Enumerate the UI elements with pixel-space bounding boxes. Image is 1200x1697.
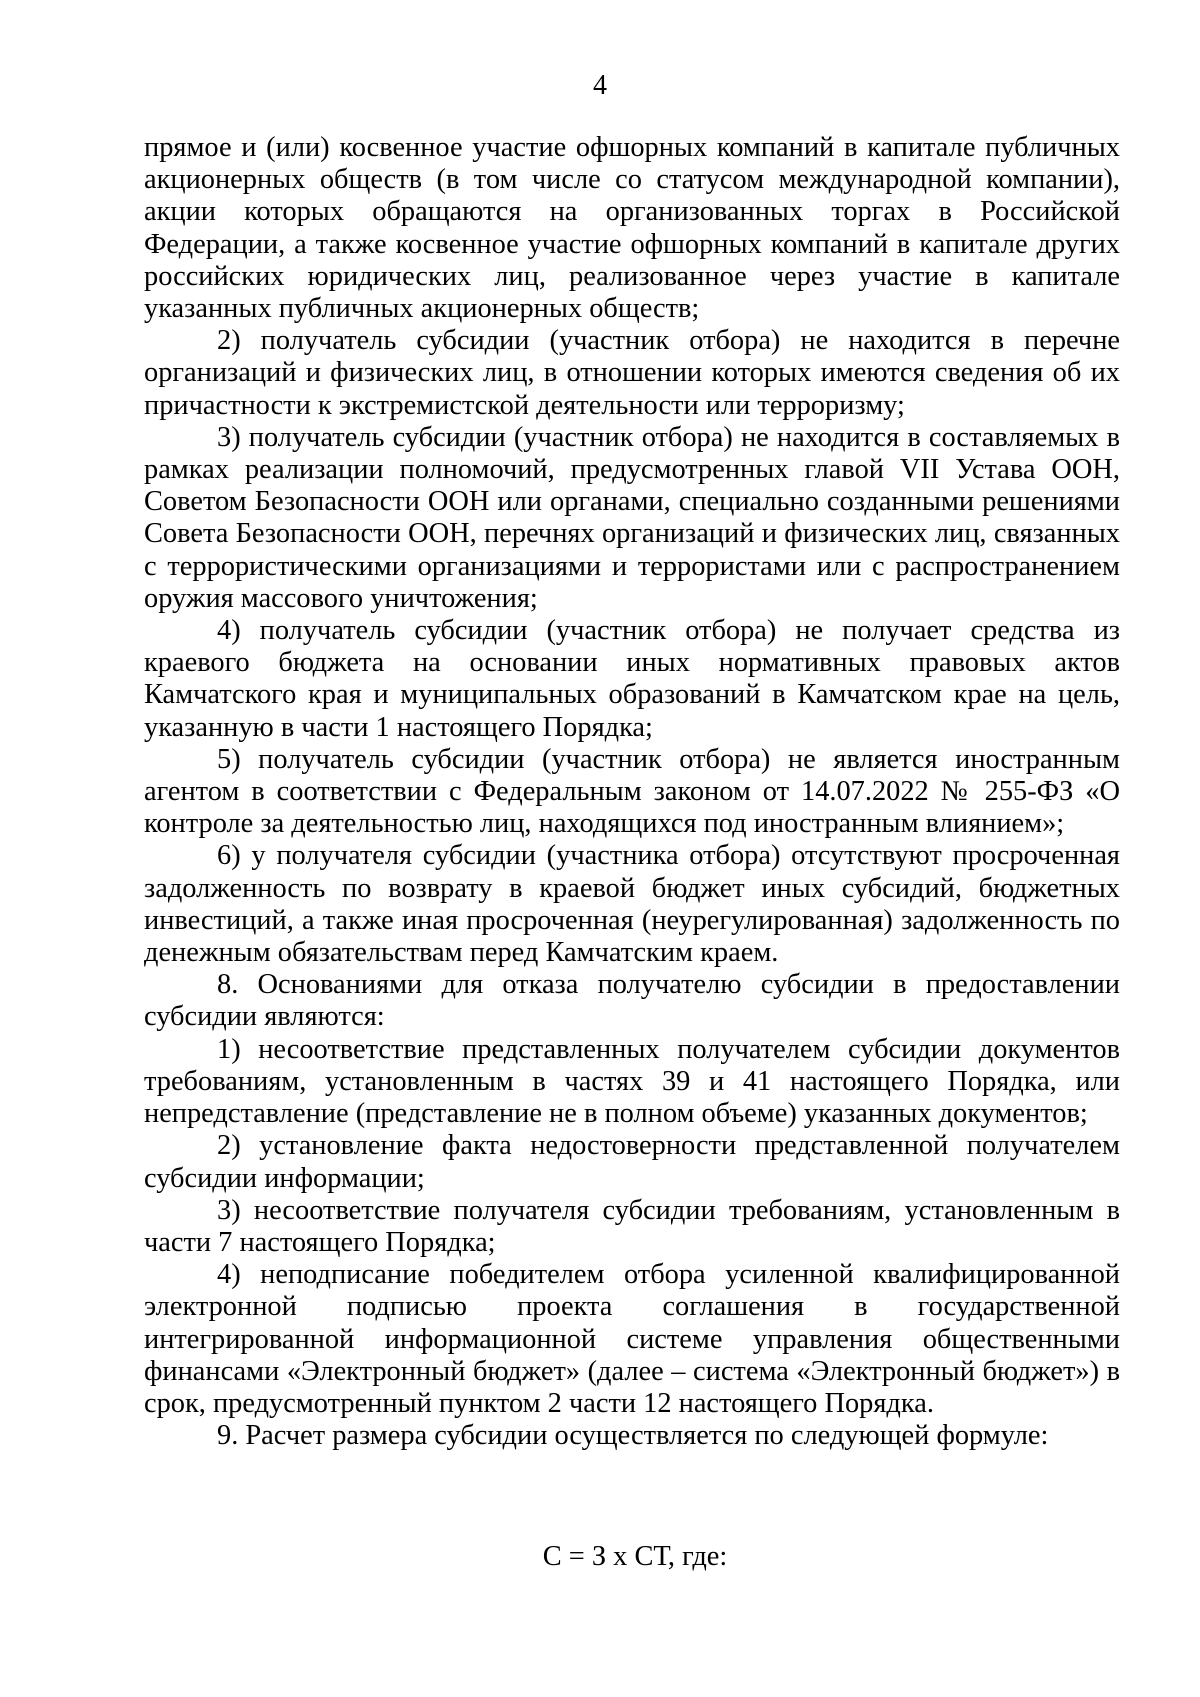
paragraph-item-4: 4) получатель субсидии (участник отбора) не получает средства из краевого бюджета на основании иных нормативных правовых актов Камчатского края и муниципальных образований в Камчатском крае на цель, указанную в части 1 настоящего Порядка; (144, 615, 1120, 743)
document-body (144, 132, 1120, 1452)
paragraph-item-2: 2) получатель субсидии (участник отбора) не находится в перечне организаций и физических лиц, в отношении которых имеются сведения об их причастности к экстремистской деятельности или терроризму; (144, 325, 1120, 421)
paragraph-section-8-item-4: 4) неподписание победителем отбора усиленной квалифицированной электронной подписью проекта соглашения в государственной интегрированной информационной системе управления общественными финансами «Электронный бюджет» (далее – система «Электронный бюджет») в срок, предусмотренный пунктом 2 части 12 настоящего Порядка. (144, 1259, 1120, 1419)
paragraph-item-5: 5) получатель субсидии (участник отбора) не является иностранным агентом в соответствии с Федеральным законом от 14.07.2022 № 255-ФЗ «О контроле за деятельностью лиц, находящихся под иностранным влиянием»; (144, 743, 1120, 840)
paragraph-section-8-item-2: 2) установление факта недостоверности представленной получателем субсидии информации; (144, 1130, 1120, 1194)
subsidy-formula: С = З х СТ, где: (542, 1541, 728, 1572)
paragraph-section-9: 9. Расчет размера субсидии осуществляется по следующей формуле: (217, 1420, 1049, 1452)
paragraph-item-3: 3) получатель субсидии (участник отбора) не находится в составляемых в рамках реализации полномочий, предусмотренных главой VII Устава ООН, Советом Безопасности ООН или органами, специально созданными решениями Совета Безопасности ООН, перечнях организаций и физических лиц, связанных с террористическими организациями и террористами или с распространением оружия массового уничтожения; (144, 421, 1120, 614)
paragraph-item-6: 6) у получателя субсидии (участника отбора) отсутствуют просроченная задолженность по возврату в краевой бюджет иных субсидий, бюджетных инвестиций, а также иная просроченная (неурегулированная) задолженность по денежным обязательствам перед Камчатским краем. (144, 840, 1120, 969)
paragraph-section-8: 8. Основаниями для отказа получателю субсидии в предоставлении субсидии являются: (144, 969, 1120, 1033)
page-number: 4 (593, 70, 607, 101)
paragraph-section-8-item-1: 1) несоответствие представленных получателем субсидии документов требованиям, установленным в частях 39 и 41 настоящего Порядка, или непредставление (представление не в полном объеме) указанных документов; (144, 1033, 1120, 1130)
paragraph-continuation: прямое и (или) косвенное участие офшорных компаний в капитале публичных акционерных обществ (в том числе со статусом международной компании), акции которых обращаются на организованных торгах в Российской Федерации, а также косвенное участие офшорных компаний в капитале других российских юридических лиц, реализованное через участие в капитале указанных публичных акционерных обществ; (144, 132, 1120, 325)
paragraph-section-8-item-3: 3) несоответствие получателя субсидии требованиям, установленным в части 7 настоящего Порядка; (144, 1194, 1120, 1258)
